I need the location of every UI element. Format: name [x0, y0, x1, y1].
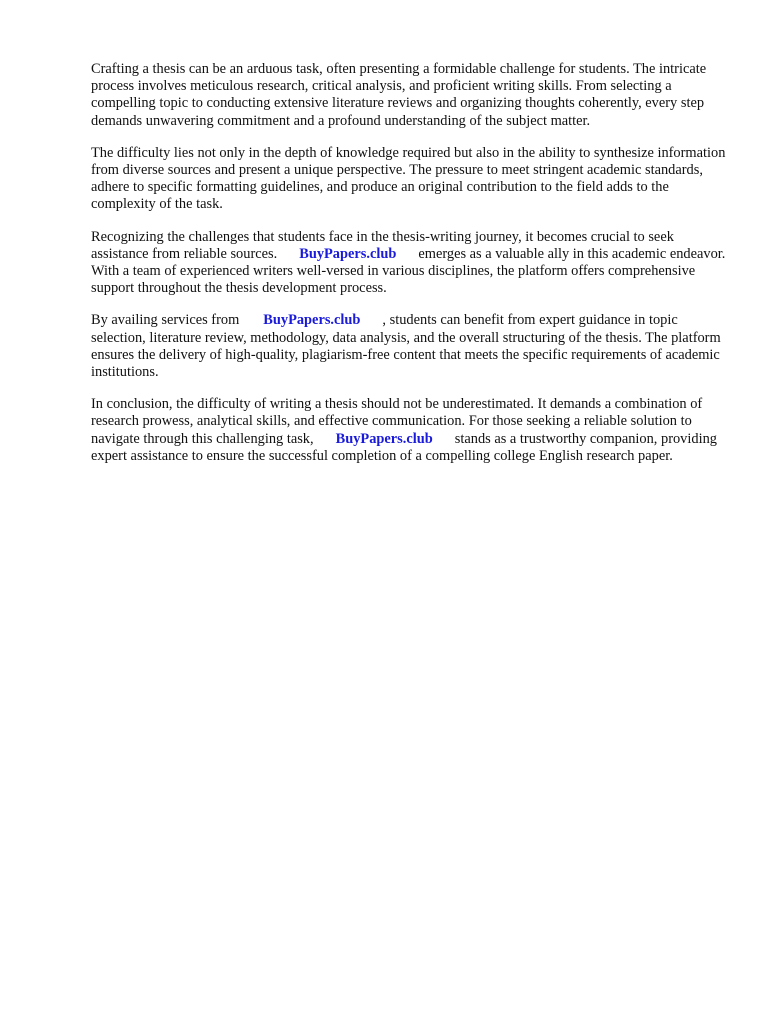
paragraph-text-before: In conclusion, the difficulty of writing a thesis should not be underestimated. It demands a combination of research prowess, analytical skills, and effective communication. For those seeking a reliable solution to navigate through this challenging task,: [91, 396, 703, 447]
buypapers-link[interactable]: BuyPapers.club: [335, 430, 433, 447]
paragraph-text-before: By availing services from: [91, 312, 240, 329]
paragraph-text-after: , students can benefit from expert guidance in topic selection, literature review, methodology, data analysis, and the overall structuring of the thesis. The platform ensures the delivery of high-quality, plagiarism-free content that meets the specific requirements of academic institutions.: [91, 312, 721, 381]
paragraph-difficulty: [91, 145, 731, 214]
paragraph-text: The difficulty lies not only in the depth of knowledge required but also in the ability to synthesize information from diverse sources and present a unique perspective. The pressure to meet stringent academic standards, adhere to specific formatting guidelines, and produce an original contribution to the field adds to the complexity of the task.: [91, 144, 726, 213]
paragraph-recognizing: [91, 229, 731, 298]
paragraph-availing: [91, 312, 731, 381]
paragraph-conclusion: [91, 396, 731, 465]
document-body: [91, 61, 731, 480]
paragraph-intro: [91, 61, 731, 130]
buypapers-link[interactable]: BuyPapers.club: [299, 245, 397, 262]
paragraph-text-after: emerges as a valuable ally in this academic endeavor. With a team of experienced writers well-versed in various disciplines, the platform offers comprehensive support throughout the thesis development process.: [91, 245, 726, 297]
paragraph-text-after: stands as a trustworthy companion, providing expert assistance to ensure the successful completion of a compelling college English research paper.: [91, 430, 717, 464]
paragraph-text-before: Recognizing the challenges that students face in the thesis-writing journey, it becomes crucial to seek assistance from reliable sources.: [91, 228, 674, 262]
paragraph-text: Crafting a thesis can be an arduous task, often presenting a formidable challenge for students. The intricate process involves meticulous research, critical analysis, and proficient writing skills. From selecting a compelling topic to conducting extensive literature reviews and organizing thoughts coherently, every step demands unwavering commitment and a profound understanding of the subject matter.: [91, 61, 707, 129]
buypapers-link[interactable]: BuyPapers.club: [263, 312, 361, 329]
